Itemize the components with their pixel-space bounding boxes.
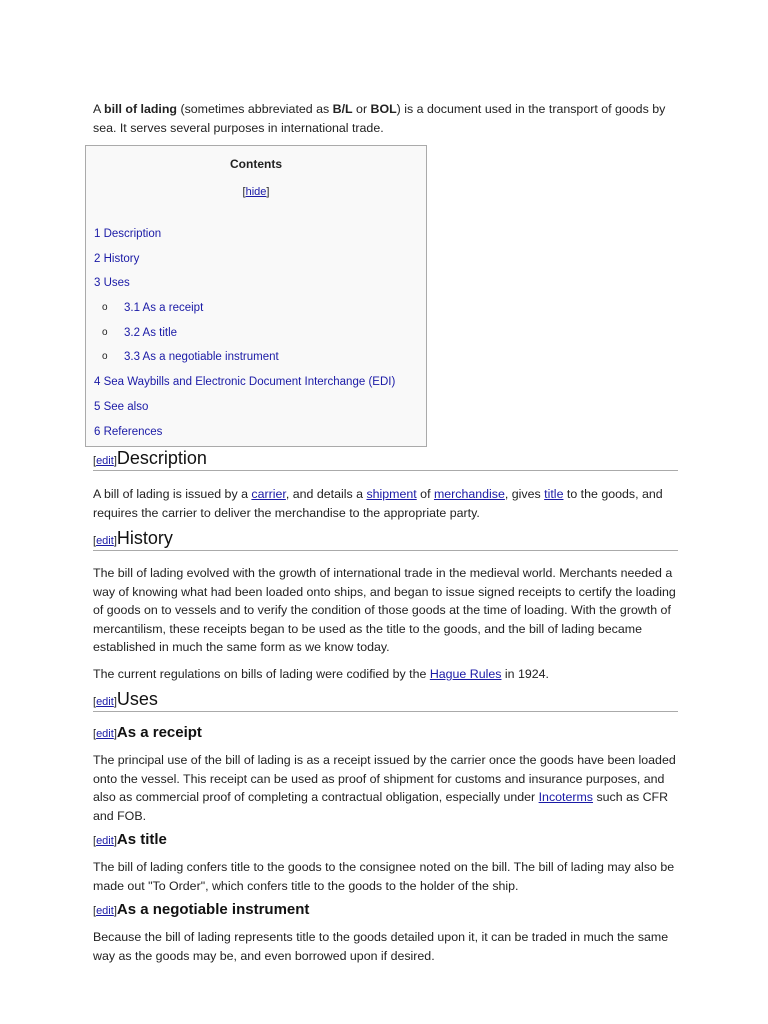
subsection-title: As a receipt — [116, 724, 202, 741]
bracket: [ — [93, 835, 97, 847]
edit-link-uses[interactable]: edit — [96, 696, 114, 708]
link-carrier[interactable]: carrier — [251, 487, 286, 501]
section-heading-description — [93, 448, 678, 471]
link-title[interactable]: title — [544, 487, 564, 501]
toc-item-as-receipt[interactable] — [94, 300, 395, 325]
subsection-heading-title — [93, 831, 167, 848]
subsection-title: As a negotiable instrument — [116, 901, 310, 918]
edit-control — [93, 728, 117, 740]
history-paragraph-1: The bill of lading evolved with the growth of international trade in the medieval world. Merchants needed a way of knowing what had been loaded onto ships, and began to issue signed receipts to certify the loading of goods on to vessels and to verify the condition of those goods at the time of loading. With the growth of mercantilism, these receipts began to be used as the title to the goods, and the bill of lading became established in much the same form as we know today. — [93, 566, 676, 655]
bracket: ] — [113, 455, 117, 467]
text: The current regulations on bills of lading were codified by the — [93, 667, 430, 681]
bracket: [ — [93, 905, 97, 917]
bracket: [ — [93, 696, 97, 708]
title-paragraph: The bill of lading confers title to the goods to the consignee noted on the bill. The bill of lading may also be made out "To Order", which confers title to the goods to the holder of the ship. — [93, 860, 675, 893]
link-incoterms[interactable]: Incoterms — [538, 790, 594, 805]
toc-hide-link[interactable]: hide — [245, 186, 267, 198]
section-title: Description — [116, 448, 207, 468]
text: The principal use of the bill of lading is as a receipt issued by the carrier once the goods have been loaded onto the vessel. This receipt can be used as proof of shipment for customs and insurance purposes, and also as commercial proof of completing a contractual obligation, especially under — [93, 753, 676, 805]
edit-control — [93, 455, 117, 467]
toc-item-label: 3.2 As title — [124, 326, 178, 339]
bracket: ] — [113, 728, 117, 740]
table-of-contents — [85, 145, 427, 447]
bracket: ] — [266, 186, 270, 198]
edit-control — [93, 835, 117, 847]
bracket: ] — [113, 535, 117, 547]
intro-abbr-bol: BOL — [370, 102, 397, 116]
link-shipment[interactable]: shipment — [366, 487, 417, 501]
bracket: ] — [113, 905, 117, 917]
text: , and details a — [285, 487, 367, 501]
link-merchandise[interactable]: merchandise — [433, 487, 505, 501]
bracket: ] — [113, 696, 117, 708]
edit-control — [93, 535, 117, 547]
text: to the goods, and requires the carrier to deliver the merchandise to the appropriate party. — [93, 487, 663, 520]
text: A bill of lading is issued by a — [93, 487, 252, 501]
intro-paragraph — [93, 100, 678, 137]
edit-control — [93, 905, 117, 917]
bracket: ] — [113, 835, 117, 847]
subsection-title: As title — [116, 831, 167, 848]
toc-item-label: 3.1 As a receipt — [124, 302, 204, 315]
toc-hide-toggle — [86, 186, 426, 198]
intro-text: A — [93, 102, 105, 116]
text: of — [416, 487, 434, 501]
bullet-icon: o — [102, 326, 108, 338]
intro-text: ) is a document used in the transport of goods by sea. It serves several purposes in international trade. — [93, 102, 666, 135]
toc-item-description[interactable]: 1 Description — [94, 228, 162, 240]
toc-title: Contents — [230, 157, 282, 171]
intro-text: (sometimes abbreviated as — [177, 102, 333, 116]
edit-control — [93, 696, 117, 708]
text: in 1924. — [501, 667, 549, 681]
toc-item-references[interactable]: 6 References — [94, 425, 163, 438]
bracket: [ — [93, 455, 97, 467]
toc-item-negotiable[interactable] — [94, 349, 395, 374]
bullet-icon: o — [102, 302, 108, 314]
edit-link-history[interactable]: edit — [96, 535, 114, 547]
bracket: [ — [93, 728, 97, 740]
text: , gives — [504, 487, 545, 501]
edit-link-receipt[interactable]: edit — [96, 728, 114, 740]
section-heading-uses — [93, 689, 678, 712]
edit-link-description[interactable]: edit — [96, 455, 114, 467]
toc-item-waybills[interactable]: 4 Sea Waybills and Electronic Document Interchange (EDI) — [94, 376, 396, 389]
intro-text: or — [352, 102, 371, 116]
intro-term: bill of lading — [104, 102, 177, 116]
bullet-icon: o — [102, 351, 108, 363]
edit-link-title[interactable]: edit — [96, 835, 114, 847]
section-heading-history — [93, 528, 678, 551]
text: such as CFR and FOB. — [93, 790, 669, 823]
toc-item-label: 3.3 As a negotiable instrument — [124, 351, 279, 364]
section-title: Uses — [116, 689, 158, 709]
link-hague-rules[interactable]: Hague Rules — [429, 667, 502, 681]
toc-item-history[interactable]: 2 History — [94, 252, 140, 265]
bracket: [ — [242, 186, 246, 198]
intro-abbr-bl: B/L — [332, 102, 353, 116]
description-paragraph — [93, 485, 678, 522]
subsection-heading-receipt — [93, 724, 202, 741]
toc-item-see-also[interactable]: 5 See also — [94, 400, 149, 413]
subsection-heading-negotiable — [93, 901, 309, 918]
history-paragraph-2 — [93, 665, 678, 684]
toc-item-as-title[interactable] — [94, 325, 395, 350]
receipt-paragraph — [93, 751, 678, 825]
section-title: History — [116, 528, 173, 548]
toc-item-uses[interactable]: 3 Uses — [94, 277, 130, 290]
toc-list — [94, 226, 395, 448]
bracket: [ — [93, 535, 97, 547]
negotiable-paragraph: Because the bill of lading represents title to the goods detailed upon it, it can be traded in much the same way as the goods may be, and even borrowed upon if desired. — [93, 930, 669, 963]
edit-link-negotiable[interactable]: edit — [96, 905, 114, 917]
